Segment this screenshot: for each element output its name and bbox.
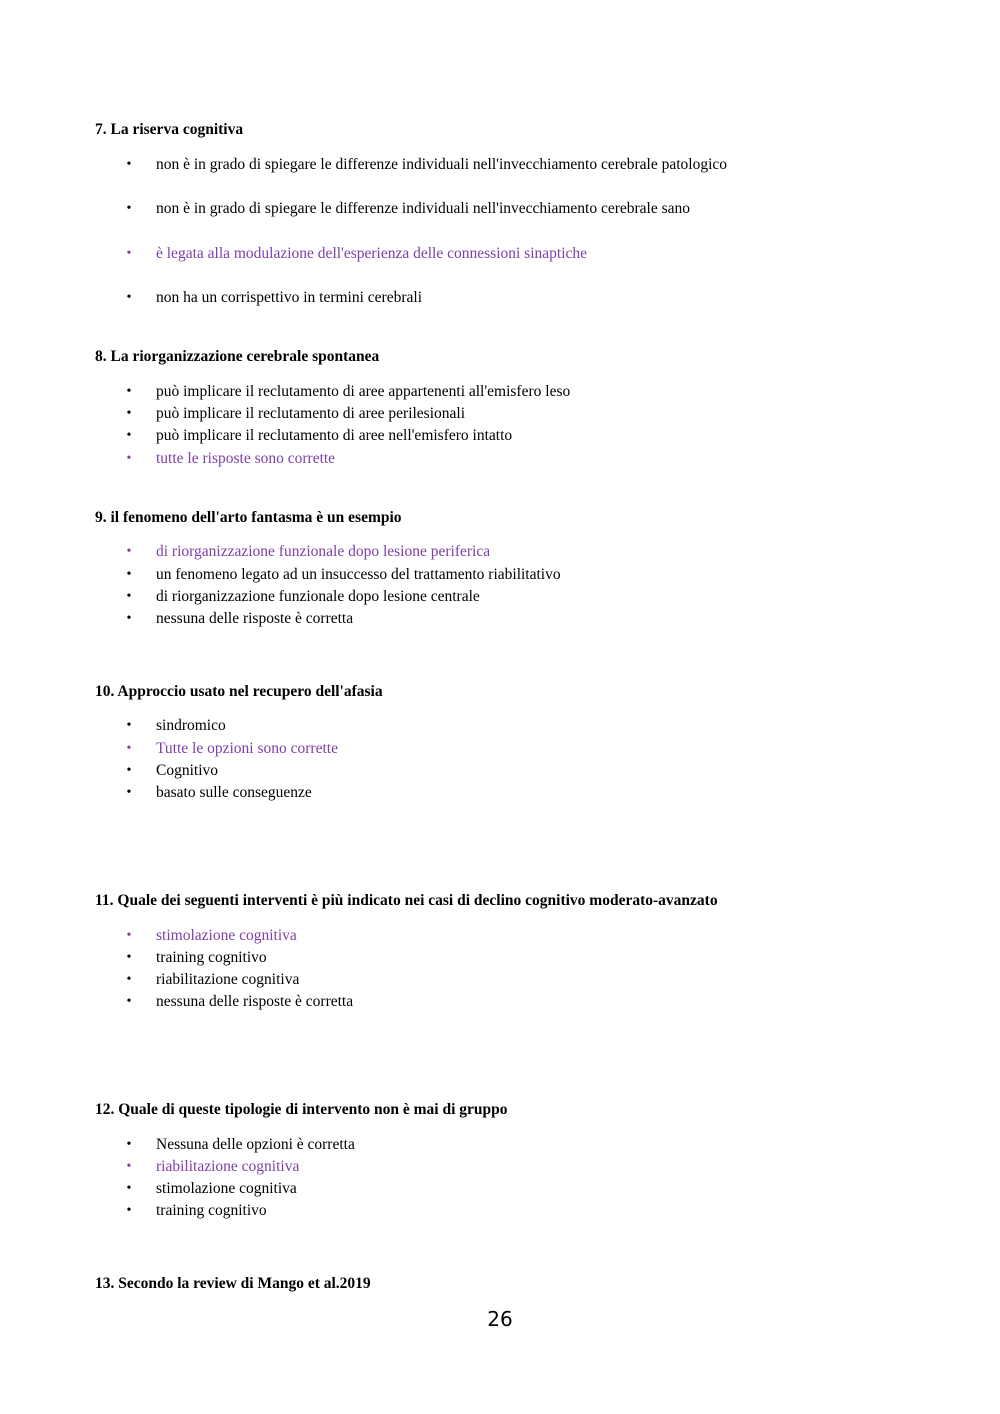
answer-option-text: un fenomeno legato ad un insuccesso del trattamento riabilitativo [156,566,561,583]
bullet-icon: • [126,157,132,172]
answer-option-text: nessuna delle risposte è corretta [156,993,354,1010]
answer-option-text: riabilitazione cognitiva [156,1158,300,1175]
bullet-icon: • [126,928,132,943]
answer-option-text: è legata alla modulazione dell'esperienza delle connessioni sinaptiche [156,245,588,262]
answer-option-text: basato sulle conseguenze [156,784,312,801]
answer-option [0,715,900,737]
answer-option [0,154,900,176]
question-title: 11. Quale dei seguenti interventi è più indicato nei casi di declino cognitivo moderato-avanzato [95,892,718,909]
question-title: 8. La riorganizzazione cerebrale spontanea [95,348,380,365]
answer-option-text: di riorganizzazione funzionale dopo lesione centrale [156,588,480,605]
answer-option [0,760,900,782]
question-title: 13. Secondo la review di Mango et al.2019 [95,1275,371,1292]
bullet-icon: • [126,741,132,756]
answer-option [0,1178,900,1200]
answer-option-text: riabilitazione cognitiva [156,971,300,988]
answer-option [0,586,900,608]
bullet-icon: • [126,290,132,305]
answer-option [0,1134,900,1156]
answer-option-correct [0,541,900,563]
bullet-icon: • [126,1137,132,1152]
answer-option-text: nessuna delle risposte è corretta [156,610,354,627]
bullet-icon: • [126,201,132,216]
bullet-icon: • [126,1159,132,1174]
bullet-icon: • [126,384,132,399]
bullet-icon: • [126,950,132,965]
answer-option-text: può implicare il reclutamento di aree nell'emisfero intatto [156,427,513,444]
answer-option [0,381,900,403]
bullet-icon: • [126,972,132,987]
answer-option-correct [0,243,900,265]
bullet-icon: • [126,246,132,261]
bullet-icon: • [126,544,132,559]
answer-option-text: non ha un corrispettivo in termini cerebrali [156,289,422,306]
answer-option-correct [0,925,900,947]
answer-option [0,947,900,969]
answer-option-text: sindromico [156,717,226,734]
bullet-icon: • [126,785,132,800]
answer-option-text: training cognitivo [156,949,267,966]
bullet-icon: • [126,589,132,604]
answer-option-correct [0,738,900,760]
question-title: 10. Approccio usato nel recupero dell'afasia [95,683,383,700]
answer-option-text: Tutte le opzioni sono corrette [156,740,338,757]
answer-option [0,198,900,220]
answer-option-text: Cognitivo [156,762,219,779]
bullet-icon: • [126,718,132,733]
answer-option-text: Nessuna delle opzioni è corretta [156,1136,355,1153]
answer-option [0,1200,900,1222]
answer-option-correct [0,448,900,470]
bullet-icon: • [126,763,132,778]
answer-option [0,991,900,1013]
question-title: 12. Quale di queste tipologie di intervento non è mai di gruppo [95,1101,508,1118]
answer-option [0,608,900,630]
answer-option-text: di riorganizzazione funzionale dopo lesione periferica [156,543,491,560]
bullet-icon: • [126,567,132,582]
bullet-icon: • [126,611,132,626]
answer-option-text: stimolazione cognitiva [156,1180,297,1197]
answer-option-correct [0,1156,900,1178]
answer-option-text: può implicare il reclutamento di aree appartenenti all'emisfero leso [156,383,571,400]
bullet-icon: • [126,406,132,421]
bullet-icon: • [126,451,132,466]
question-title: 7. La riserva cognitiva [95,121,244,138]
answer-option-text: stimolazione cognitiva [156,927,297,944]
answer-option [0,969,900,991]
bullet-icon: • [126,1181,132,1196]
page-number: 26 [487,1307,513,1331]
answer-option [0,425,900,447]
question-title: 9. il fenomeno dell'arto fantasma è un esempio [95,509,402,526]
answer-option [0,287,900,309]
bullet-icon: • [126,1203,132,1218]
answer-option [0,564,900,586]
answer-option-text: non è in grado di spiegare le differenze individuali nell'invecchiamento cerebrale sano [156,200,691,217]
answer-option [0,403,900,425]
answer-option-text: non è in grado di spiegare le differenze individuali nell'invecchiamento cerebrale patologico [156,156,728,173]
bullet-icon: • [126,428,132,443]
answer-option-text: può implicare il reclutamento di aree perilesionali [156,405,466,422]
answer-option-text: tutte le risposte sono corrette [156,450,336,467]
answer-option-text: training cognitivo [156,1202,267,1219]
bullet-icon: • [126,994,132,1009]
answer-option [0,782,900,804]
